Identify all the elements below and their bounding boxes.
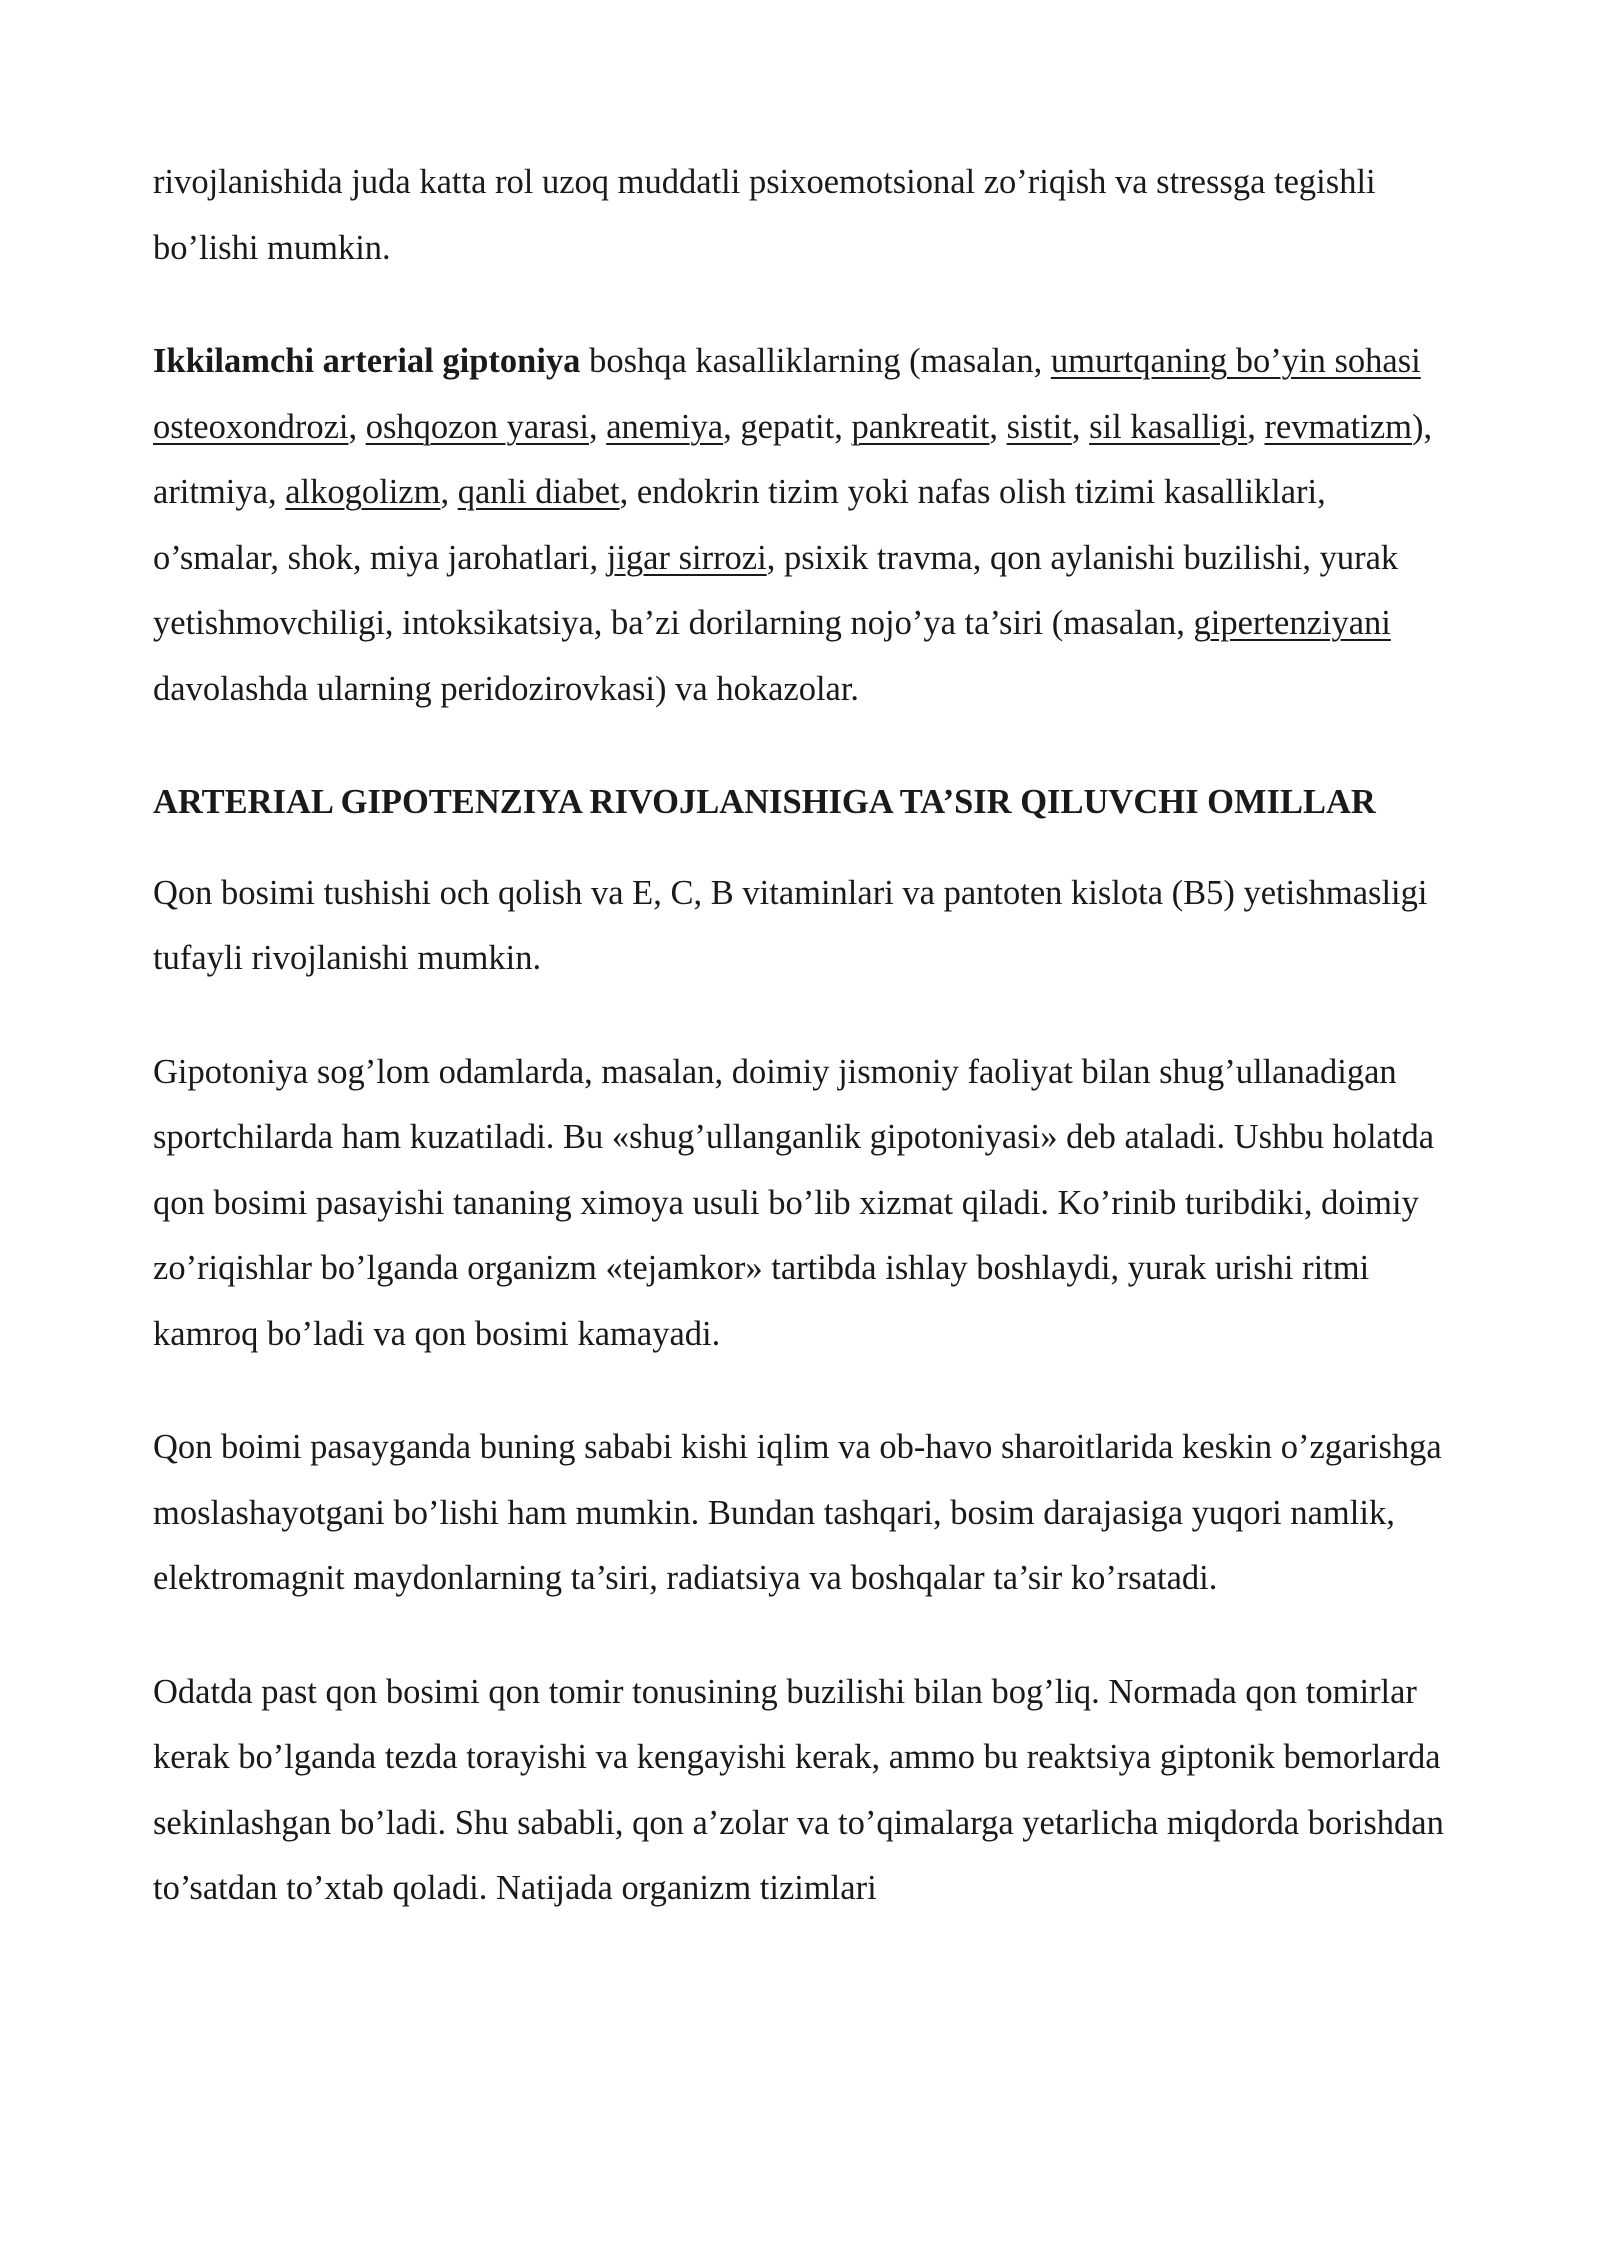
bold-lead-term: Ikkilamchi arterial giptoniya <box>153 342 581 380</box>
text-run: , <box>989 407 1007 446</box>
link-pancreatitis[interactable]: pankreatit <box>851 407 990 446</box>
document-page <box>153 150 1453 1970</box>
text-run: , psixik travma, qon aylanishi buzilishi, yurak yetishmovchiligi, intoksikatsiya, ba’zi dorilarning nojo’ya ta’siri (masalan, <box>153 538 1399 642</box>
paragraph-text: Qon boimi pasayganda buning sababi kishi iqlim va ob-havo sharoitlarida keskin o’zgarishga moslashayotgani bo’lishi ham mumkin. Bundan tashqari, bosim darajasiga yuqori namlik, elektromagnit maydonlarning ta’siri, radiatsiya va boshqalar ta’sir ko’rsatadi. <box>153 1428 1442 1597</box>
link-rheumatism[interactable]: revmatizm <box>1264 407 1413 446</box>
paragraph-climate-factors <box>153 1415 1453 1612</box>
paragraph-secondary-hypotension <box>153 329 1453 722</box>
text-run: , endokrin tizim yoki nafas olish tizimi kasalliklari, o’smalar, shok, miya jarohatlari, <box>153 473 1326 577</box>
section-heading <box>153 770 1453 836</box>
paragraph-text: Odatda past qon bosimi qon tomir tonusining buzilishi bilan bog’liq. Normada qon tomirlar kerak bo’lganda tezda torayishi va kengayishi kerak, ammo bu reaktsiya giptonik bemorlarda sekinlashgan bo’ladi. Shu sababli, qon a’zolar va to’qimalarga yetarlicha miqdorda borishdan to’satdan to’xtab qoladi. Natijada organizm tizimlari <box>153 1672 1444 1907</box>
paragraph-text: Gipotoniya sog’lom odamlarda, masalan, doimiy jismoniy faoliyat bilan shug’ullanadigan sportchilarda ham kuzatiladi. Bu «shug’ullanganlik gipotoniyasi» deb ataladi. Ushbu holatda qon bosimi pasayishi tananing ximoya usuli bo’lib xizmat qiladi. Ko’rinib turibdiki, doimiy zo’riqishlar bo’lganda organizm «tejamkor» tartibda ishlay boshlaydi, yurak urishi ritmi kamroq bo’ladi va qon bosimi kamayadi. <box>153 1052 1435 1353</box>
paragraph-athlete-hypotension <box>153 1040 1453 1368</box>
link-hypertension[interactable]: gipertenziyani <box>1193 604 1391 642</box>
text-run: , <box>588 407 607 446</box>
link-tuberculosis[interactable]: sil kasalligi <box>1089 407 1248 446</box>
link-cystitis[interactable]: sistit <box>1006 407 1072 446</box>
paragraph-text: rivojlanishida juda katta rol uzoq muddatli psixoemotsional zo’riqish va stressga tegishli bo’lishi mumkin. <box>153 163 1376 267</box>
paragraph-text: Qon bosimi tushishi och qolish va E, C, B vitaminlari va pantoten kislota (B5) yetishmasligi tufayli rivojlanishi mumkin. <box>153 873 1428 977</box>
section-heading-text: ARTERIAL GIPOTENZIYA RIVOJLANISHIGA TA’SIR QILUVCHI OMILLAR <box>153 783 1376 821</box>
paragraph-vitamin-deficiency <box>153 861 1453 992</box>
link-alcoholism[interactable]: alkogolizm <box>285 473 441 511</box>
text-run: davolashda ularning peridozirovkasi) va hokazolar. <box>153 669 860 708</box>
text-run: , gepatit, <box>723 407 852 446</box>
link-anemia[interactable]: anemiya <box>606 407 724 446</box>
text-run: boshqa kasalliklarning (masalan, <box>580 342 1051 380</box>
paragraph-stress-continuation <box>153 150 1453 281</box>
text-run: ), aritmiya, <box>153 407 1433 511</box>
text-run: , <box>1247 407 1265 446</box>
text-run: , <box>1071 407 1090 446</box>
link-stomach-ulcer[interactable]: oshqozon yarasi <box>365 407 589 446</box>
text-run: , <box>348 407 366 446</box>
link-osteochondrosis[interactable]: umurtqaning bo’yin sohasi osteoxondrozi <box>153 342 1421 446</box>
paragraph-vascular-tone <box>153 1660 1453 1922</box>
link-liver-cirrhosis[interactable]: jigar sirrozi <box>606 538 767 577</box>
link-diabetes[interactable]: qanli diabet <box>457 473 620 511</box>
text-run: , <box>440 473 458 511</box>
